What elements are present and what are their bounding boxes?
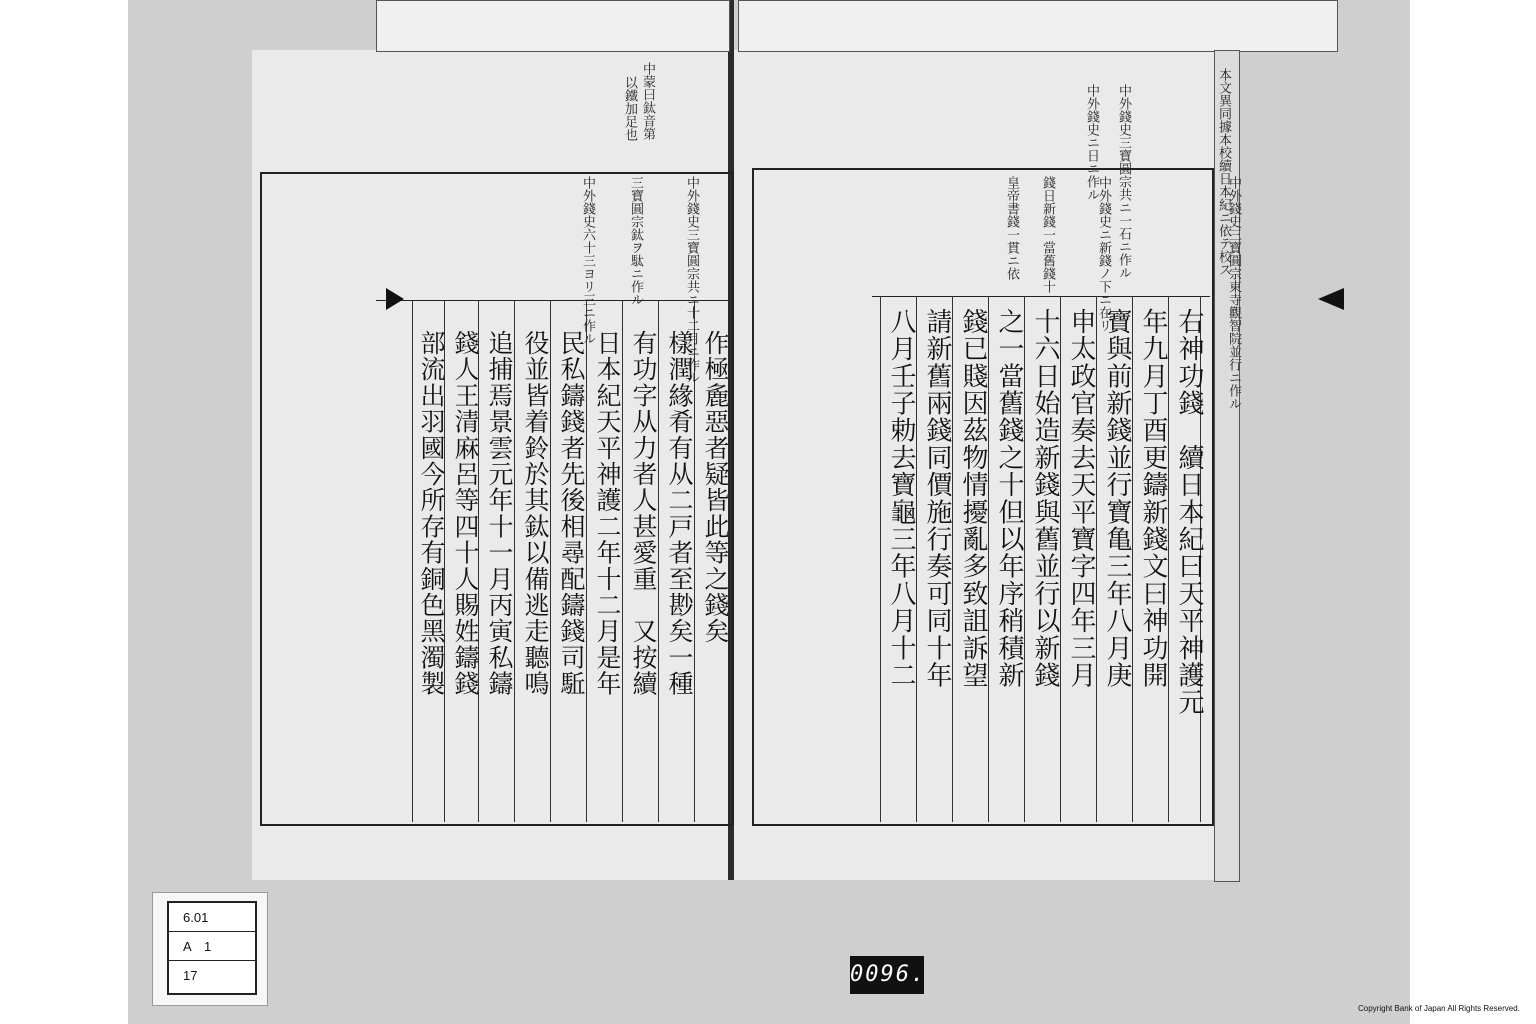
column-rule (1024, 296, 1025, 822)
column-rule (514, 300, 515, 822)
header-note: 中外錢史三寶圓宗東寺觀智院並行ニ作ル (1226, 176, 1241, 410)
text-column: 追捕焉景雲元年十一月丙寅私鑄 (485, 330, 514, 697)
margin-note: 以鐵加足也 (622, 76, 637, 141)
column-rule (916, 296, 917, 822)
text-column: 請新舊兩錢同價施行奏可同十年 (922, 308, 952, 689)
margin-note: 中蒙曰鈦音第 (640, 62, 655, 140)
catalog-card-row: 6.01 (169, 903, 255, 932)
right-header-rule (872, 296, 1210, 297)
column-rule (1168, 296, 1169, 822)
column-rule (412, 300, 413, 822)
header-note: 錢日新錢一當舊錢十 (1040, 176, 1055, 293)
column-rule (1096, 296, 1097, 822)
column-rule (988, 296, 989, 822)
catalog-card-row: 17 (183, 968, 198, 983)
header-note: 皇帝書錢一貫ニ依 (1004, 176, 1019, 280)
column-rule (622, 300, 623, 822)
text-column: 作極麁惡者疑皆此等之錢矣 (701, 330, 730, 645)
column-rule (586, 300, 587, 822)
page-number-stamp: 0096. (850, 956, 924, 994)
copyright-notice: Copyright Bank of Japan All Rights Reserved. (1358, 1004, 1520, 1013)
text-column: 日本紀天平神護二年十二月是年 (593, 330, 622, 697)
text-column: 有功字从力者人甚愛重 又按續 (629, 330, 658, 697)
text-column: 申太政官奏去天平寶字四年三月 (1066, 308, 1096, 689)
column-rule (952, 296, 953, 822)
text-column: 之一當舊錢之十但以年序稍積新 (994, 308, 1024, 689)
header-note: 中外錢史三寶圓宗共ニ十二月ニ作ル (684, 176, 699, 384)
column-rule (880, 296, 881, 822)
top-edge-right (738, 0, 1338, 52)
column-rule (1060, 296, 1061, 822)
text-column: 民私鑄錢者先後相尋配鑄錢司駈 (557, 330, 586, 697)
text-column: 十六日始造新錢與舊並行以新錢 (1030, 308, 1060, 689)
column-rule (658, 300, 659, 822)
header-note: 中外錢史ニ新錢ノ下ニ在リ (1096, 176, 1111, 332)
header-note: 中外錢史六十三ヨリ三ニ作ル (580, 176, 595, 345)
left-header-rule (376, 300, 730, 301)
column-rule (1132, 296, 1133, 822)
text-column: 寶與前新錢並行寶亀三年八月庚 (1102, 308, 1132, 689)
margin-note: 中外錢史ニ日ニ作ル (1084, 84, 1099, 201)
top-edge-left (376, 0, 730, 52)
column-rule (550, 300, 551, 822)
catalog-card-table (167, 901, 257, 995)
catalog-card (152, 892, 268, 1006)
text-column: 部流出羽國今所存有銅色黑濁製 (417, 330, 446, 697)
margin-note: 中外錢史三寶圓宗共ニ一石ニ作ル (1116, 84, 1131, 279)
text-column: 右神功錢 續日本紀曰天平神護元 (1174, 308, 1204, 716)
text-column: 役並皆着鈴於其鈦以備逃走聽鳴 (521, 330, 550, 697)
text-column: 八月壬子勅去寶龜三年八月十二 (886, 308, 916, 689)
header-note: 三寶圓宗鈦ヲ駄ニ作ル (628, 176, 643, 306)
text-column: 樣潤緣肴有从二戸者至尠矣一種 (665, 330, 694, 697)
catalog-card-row: A 1 (169, 932, 255, 961)
margin-note: 本文異同據本校續日本紀ニ依テ校ス (1216, 68, 1231, 276)
text-column: 錢人王清麻呂等四十人賜姓鑄錢 (451, 330, 480, 697)
text-column: 年九月丁酉更鑄新錢文曰神功開 (1138, 308, 1168, 689)
text-column: 錢已賤因茲物情擾亂多致詛訴望 (958, 308, 988, 689)
